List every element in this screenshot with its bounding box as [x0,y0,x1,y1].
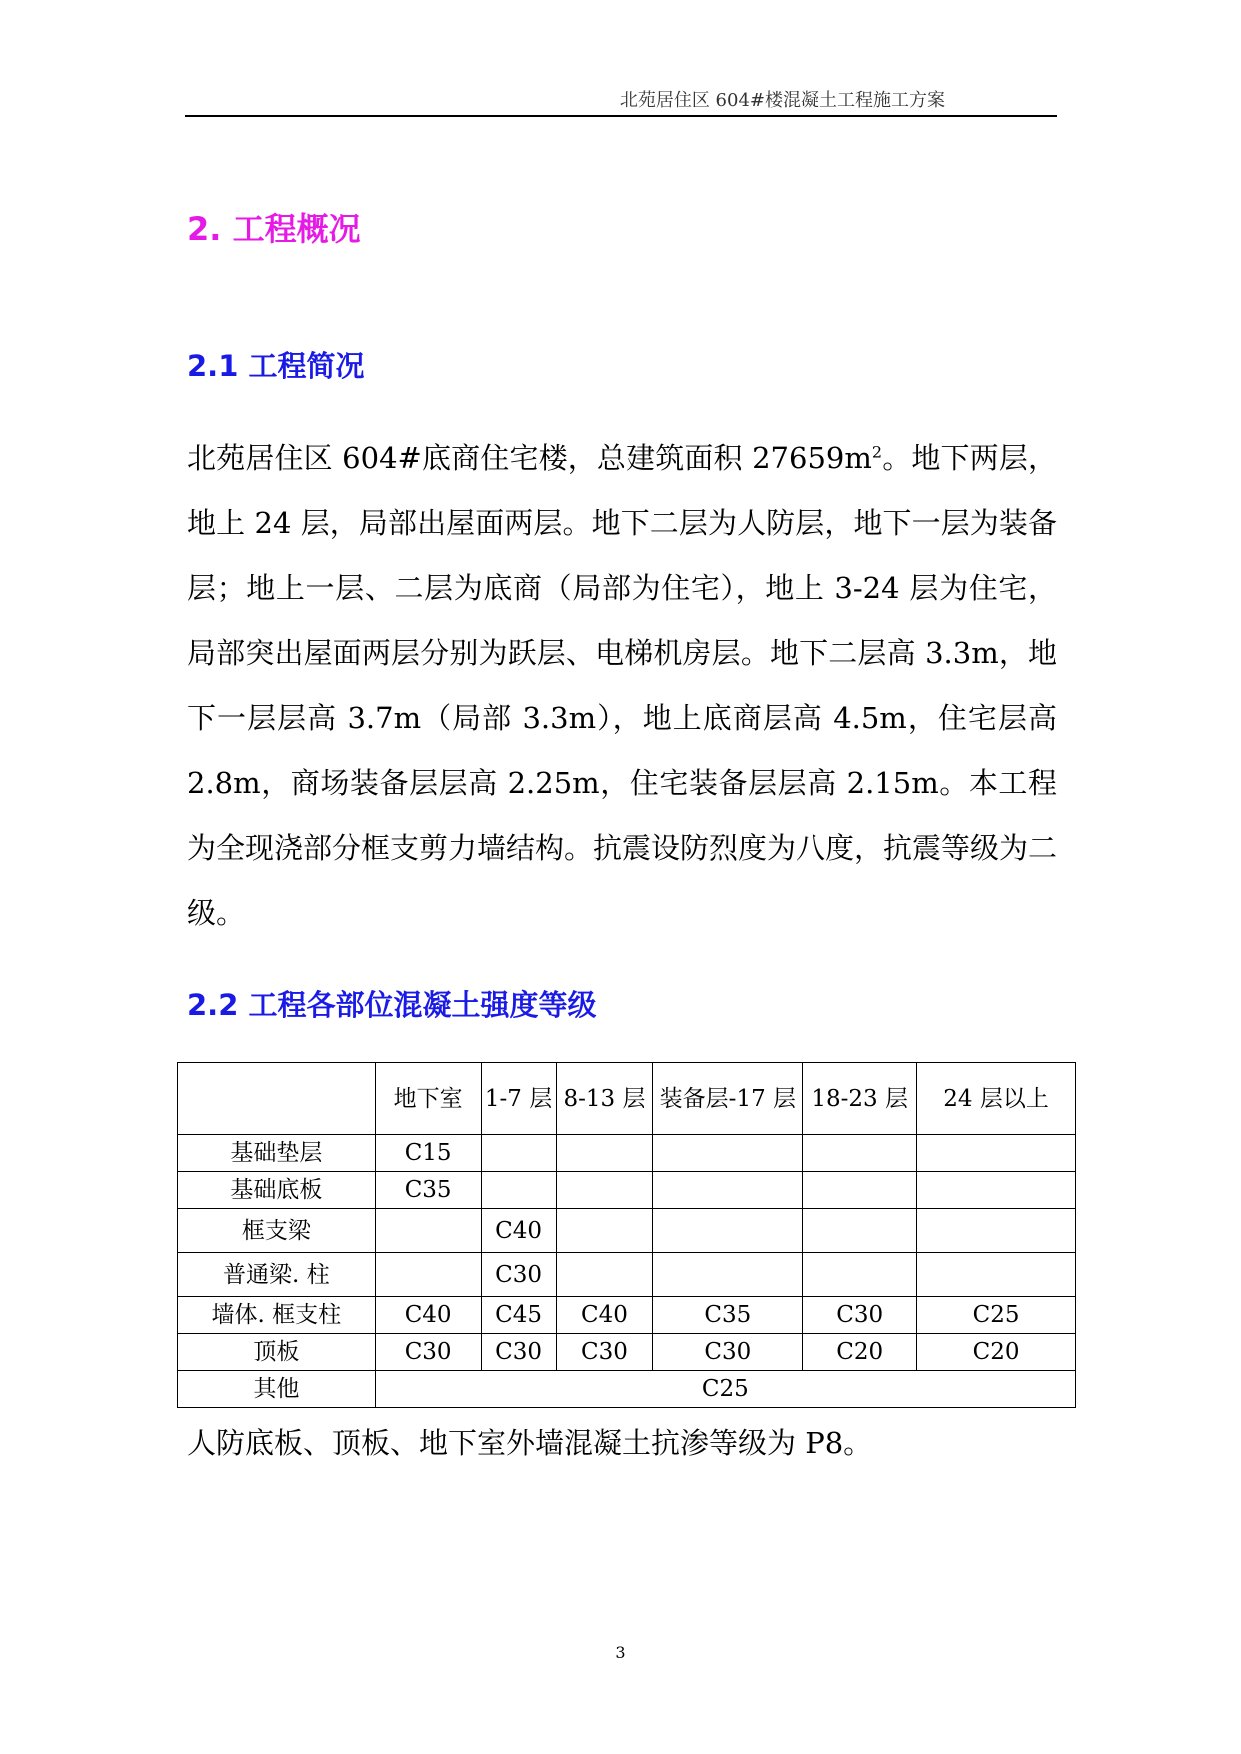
table-cell [917,1135,1076,1172]
table-cell: C40 [556,1297,653,1334]
table-cell: C35 [375,1172,481,1209]
table-cell [556,1135,653,1172]
row-label: 框支梁 [178,1209,376,1253]
table-cell [556,1209,653,1253]
header-cell: 24 层以上 [917,1063,1076,1135]
table-cell: C20 [803,1334,917,1371]
merged-cell: C25 [375,1371,1075,1408]
table-cell: C20 [917,1334,1076,1371]
para-superscript: 2 [871,442,883,462]
table-row [178,1371,1076,1408]
subsection-title-overview: 2.1 工程简况 [187,349,365,383]
table-row [178,1209,1076,1253]
table-cell [481,1135,556,1172]
overview-paragraph [187,426,1057,946]
table-row [178,1253,1076,1297]
table-cell [556,1253,653,1297]
row-label: 普通梁. 柱 [178,1253,376,1297]
table-cell [803,1253,917,1297]
table-row [178,1334,1076,1371]
table-cell [917,1253,1076,1297]
table-cell: C45 [481,1297,556,1334]
row-label: 墙体. 框支柱 [178,1297,376,1334]
para-rest: 。地下两层，地上 24 层，局部出屋面两层。地下二层为人防层，地下一层为装备层；地上一层、二层为底商（局部为住宅），地上 3-24 层为住宅，局部突出屋面两层分别为跃层、电梯机房层。地下二层高 3.3m，地下一层层高 3.7m（局部 3.3m），地上底商层高 4.5m，住宅层高 2.8m，商场装备层层高 2.25m，住宅装备层层高 2.15m。本工程为全现浇部分框支剪力墙结构。抗震设防烈度为八度，抗震等级为二级。 [187,441,1058,930]
table-cell: C40 [481,1209,556,1253]
concrete-grade-table [177,1062,1076,1408]
row-label: 其他 [178,1371,376,1408]
table-cell: C30 [653,1334,803,1371]
table-cell: C35 [653,1297,803,1334]
running-header: 北苑居住区 604#楼混凝土工程施工方案 [619,90,945,111]
table-cell: C15 [375,1135,481,1172]
table-cell [803,1172,917,1209]
header-cell: 装备层-17 层 [653,1063,803,1135]
table-cell: C25 [917,1297,1076,1334]
table-cell: C30 [481,1253,556,1297]
table-cell [653,1135,803,1172]
table-cell: C30 [803,1297,917,1334]
table-cell [917,1209,1076,1253]
table-row [178,1297,1076,1334]
table-cell [803,1209,917,1253]
para-start: 北苑居住区 604#底商住宅楼，总建筑面积 27659m [187,441,872,475]
table-cell [653,1172,803,1209]
table-cell: C30 [375,1334,481,1371]
table-header-row [178,1063,1076,1135]
header-cell [178,1063,376,1135]
table-cell [653,1209,803,1253]
table-row [178,1135,1076,1172]
row-label: 顶板 [178,1334,376,1371]
table-row [178,1172,1076,1209]
row-label: 基础垫层 [178,1135,376,1172]
table-cell [481,1172,556,1209]
table-cell [556,1172,653,1209]
header-cell: 1-7 层 [481,1063,556,1135]
table-cell [653,1253,803,1297]
table-cell [375,1209,481,1253]
header-cell: 地下室 [375,1063,481,1135]
header-cell: 8-13 层 [556,1063,653,1135]
table-cell: C30 [556,1334,653,1371]
header-rule [185,115,1057,117]
header-cell: 18-23 层 [803,1063,917,1135]
table-cell: C30 [481,1334,556,1371]
section-title: 2. 工程概况 [187,210,361,248]
table-cell [375,1253,481,1297]
impermeability-note: 人防底板、顶板、地下室外墙混凝土抗渗等级为 P8。 [187,1426,873,1460]
table-cell [917,1172,1076,1209]
table-cell: C40 [375,1297,481,1334]
row-label: 基础底板 [178,1172,376,1209]
table-cell [803,1135,917,1172]
page-number: 3 [615,1643,626,1662]
subsection-title-concrete-grades: 2.2 工程各部位混凝土强度等级 [187,988,597,1022]
